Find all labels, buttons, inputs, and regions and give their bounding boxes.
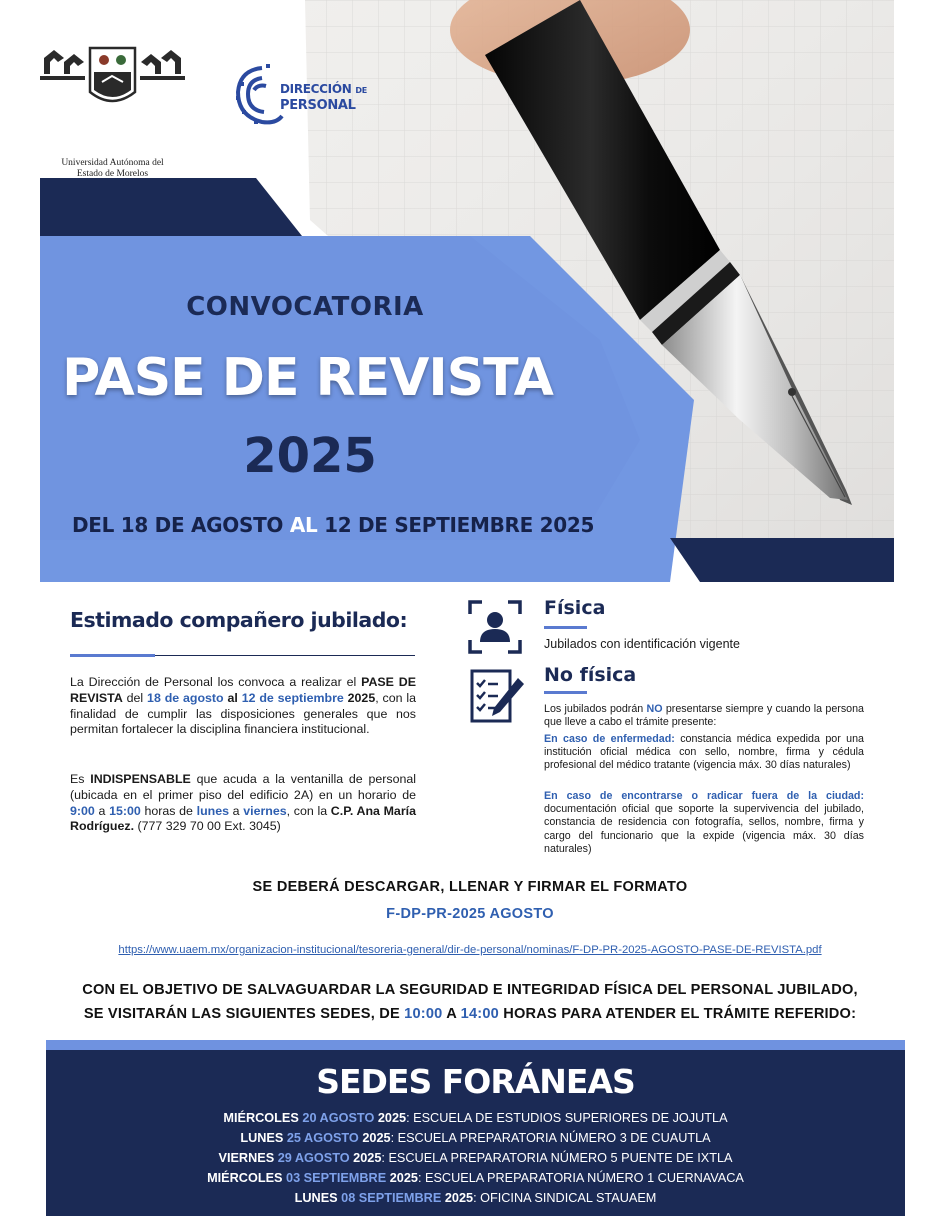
fisica-description: Jubilados con identificación vigente <box>544 637 740 651</box>
sedes-title: SEDES FORÁNEAS <box>316 1062 635 1101</box>
fuera-ciudad-text: documentación oficial que soporte la supervivencia del jubilado, constancia de residencia con fotografía, sellos, nombre, firma y cargo del funcionario que la expide (vigencia máx. 30 días naturales) <box>544 803 864 855</box>
hero-kicker: CONVOCATORIA <box>186 292 424 322</box>
text-segment: , con la finalidad de cumplir las disposiciones generales que nos permitan fortalecer la disciplina financiera institucional. <box>70 690 417 737</box>
sedes-accent-bar <box>46 1040 905 1050</box>
fuera-ciudad-label: En caso de encontrarse o radicar fuera de la ciudad: <box>544 790 864 802</box>
objective-time-start: 10:00 <box>404 1006 443 1022</box>
sede-date: 20 AGOSTO <box>302 1111 375 1125</box>
enfermedad-text: constancia médica expedida por una institución oficial médica con sello, nombre, firma y cédula profesional del médico tratante (vigencia máx. 30 días naturales) <box>544 733 864 772</box>
sede-year: 2025 <box>444 1191 474 1205</box>
nofisica-underline <box>544 691 587 694</box>
text-segment: a <box>229 803 244 818</box>
checklist-pen-icon <box>468 668 526 726</box>
text-segment: 12 de septiembre <box>241 690 344 705</box>
text-segment: horas de <box>140 803 197 818</box>
greeting-divider-accent <box>70 654 155 657</box>
sede-item <box>46 1168 905 1188</box>
objective-line-2-end: HORAS PARA ATENDER EL TRÁMITE REFERIDO: <box>498 1006 857 1022</box>
dp-logo-personal: PERSONAL <box>280 98 356 113</box>
sede-year: 2025 <box>389 1171 418 1185</box>
objective-time-end: 14:00 <box>460 1006 499 1022</box>
sede-date: 25 AGOSTO <box>286 1131 359 1145</box>
text-segment: INDISPENSABLE <box>90 772 191 786</box>
fuera-ciudad-requirement <box>544 790 864 856</box>
sede-item <box>46 1148 905 1168</box>
text-segment: viernes <box>243 803 287 818</box>
text-segment: a <box>94 803 110 818</box>
hero-dates-from: DEL 18 DE AGOSTO <box>72 513 290 537</box>
greeting-heading: Estimado compañero jubilado: <box>70 608 408 632</box>
sede-day: LUNES <box>240 1131 284 1145</box>
sede-day: MIÉRCOLES <box>223 1111 299 1125</box>
nofisica-title: No física <box>544 664 637 686</box>
text-segment: 9:00 <box>70 803 95 818</box>
text-segment: del <box>122 690 148 705</box>
sedes-list <box>46 1108 905 1208</box>
sede-date: 03 SEPTIEMBRE <box>286 1171 387 1185</box>
hero-title: PASE DE REVISTA <box>62 348 553 408</box>
uaem-shield-icon <box>40 44 185 112</box>
hero-dates-al: AL <box>289 513 318 537</box>
text-segment: 18 de agosto <box>147 690 224 705</box>
hero-date-range <box>72 513 632 537</box>
text-segment: presentarse siempre y cuando la persona que lleve a cabo el trámite presente: <box>544 703 864 729</box>
text-segment: (777 329 70 00 Ext. 3045) <box>134 819 281 834</box>
text-segment: La Dirección de Personal los convoca a realizar el <box>70 675 362 689</box>
text-segment: Los jubilados podrán <box>544 703 647 715</box>
text-segment: PASE DE REVISTA <box>70 675 416 705</box>
objective-line-2-start: SE VISITARÁN LAS SIGUIENTES SEDES, DE <box>83 1006 405 1022</box>
sede-place: : ESCUELA PREPARATORIA NÚMERO 5 PUENTE DE IXTLA <box>381 1151 733 1165</box>
sede-year: 2025 <box>377 1111 407 1125</box>
sede-item <box>46 1128 905 1148</box>
fisica-underline <box>544 626 587 629</box>
text-segment: , con la <box>286 803 331 818</box>
text-segment: lunes <box>196 803 229 818</box>
objective-line-1: CON EL OBJETIVO DE SALVAGUARDAR LA SEGURIDAD E INTEGRIDAD FÍSICA DEL PERSONAL JUBILADO, <box>82 982 858 998</box>
sede-item <box>46 1108 905 1128</box>
sede-date: 08 SEPTIEMBRE <box>341 1191 442 1205</box>
uaem-logo <box>40 44 185 179</box>
dp-logo-text <box>280 82 370 113</box>
hero-year: 2025 <box>243 428 377 484</box>
text-segment: Es <box>70 772 91 786</box>
enfermedad-label: En caso de enfermedad: <box>544 733 675 745</box>
sede-year: 2025 <box>353 1151 382 1165</box>
sede-day: LUNES <box>294 1191 338 1205</box>
sede-item <box>46 1188 905 1208</box>
sede-place: : ESCUELA PREPARATORIA NÚMERO 3 DE CUAUTLA <box>390 1131 711 1145</box>
sedes-panel <box>46 1050 905 1216</box>
intro-paragraph-1 <box>70 675 416 738</box>
sede-date: 29 AGOSTO <box>277 1151 350 1165</box>
sede-day: VIERNES <box>218 1151 275 1165</box>
sede-year: 2025 <box>362 1131 391 1145</box>
form-code: F-DP-PR-2025 AGOSTO <box>386 906 554 922</box>
fisica-title: Física <box>544 597 606 619</box>
direccion-personal-logo <box>232 60 367 130</box>
download-instruction: SE DEBERÁ DESCARGAR, LLENAR Y FIRMAR EL FORMATO <box>252 879 688 895</box>
sede-place: : OFICINA SINDICAL STAUAEM <box>473 1191 657 1205</box>
hero-dark-band <box>40 178 302 236</box>
text-segment: NO <box>646 703 663 715</box>
person-id-icon <box>468 600 522 654</box>
objective-statement <box>0 978 940 1026</box>
university-name <box>40 158 185 180</box>
enfermedad-requirement <box>544 733 864 773</box>
university-name-line2: Estado de Morelos <box>76 169 149 179</box>
objective-line-2 <box>0 1002 940 1026</box>
nofisica-intro <box>544 703 864 729</box>
text-segment: al <box>223 690 242 705</box>
objective-line-2-mid: A <box>442 1006 461 1022</box>
hero-dates-to: 12 DE SEPTIEMBRE 2025 <box>317 513 595 537</box>
dp-logo-direccion: DIRECCIÓN <box>280 82 352 96</box>
intro-paragraph-2 <box>70 772 416 835</box>
sede-place: : ESCUELA PREPARATORIA NÚMERO 1 CUERNAVACA <box>417 1171 744 1185</box>
text-segment: 2025 <box>343 690 376 705</box>
text-segment: 15:00 <box>109 803 141 818</box>
dp-logo-de: DE <box>355 86 367 95</box>
university-name-line1: Universidad Autónoma del <box>61 158 164 168</box>
sede-place: : ESCUELA DE ESTUDIOS SUPERIORES DE JOJUTLA <box>406 1111 728 1125</box>
text-segment: que acuda a la ventanilla de personal (ubicada en el primer piso del edificio 2A) en un horario de <box>70 772 417 802</box>
sede-day: MIÉRCOLES <box>207 1171 283 1185</box>
text-segment: C.P. Ana María Rodríguez. <box>70 803 416 834</box>
form-download-link[interactable]: https://www.uaem.mx/organizacion-institucional/tesoreria-general/dir-de-personal/nominas/F-DP-PR-2025-AGOSTO-PASE-DE-REVISTA.pdf <box>118 944 822 956</box>
hero-navy-corner <box>670 538 894 582</box>
